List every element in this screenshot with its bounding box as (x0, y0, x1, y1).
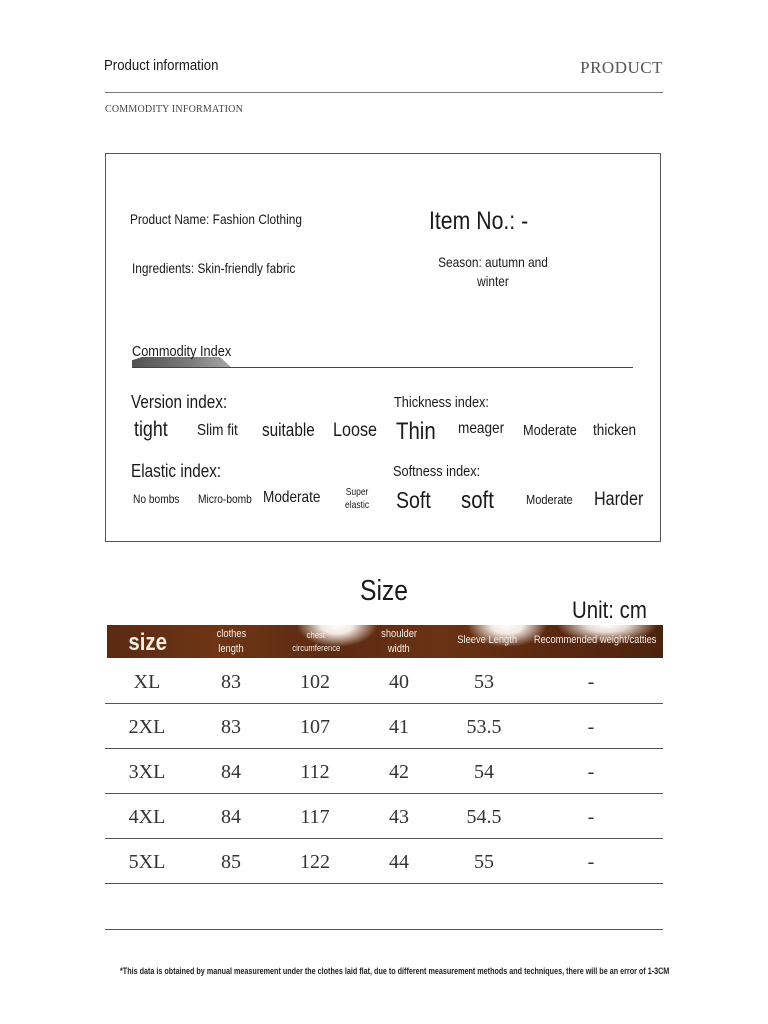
table-row (105, 749, 663, 794)
cell-size: 2XL (128, 716, 166, 738)
item-number: Item No.: - (429, 207, 529, 235)
thickness-option-moderate: Moderate (523, 422, 577, 439)
table-row (105, 794, 663, 839)
row-divider (105, 883, 663, 884)
elastic-option-micro-bomb: Micro-bomb (198, 492, 252, 506)
header-chest-circumference: chest circumference (291, 630, 341, 653)
cell-shoulder: 42 (389, 761, 409, 783)
header-divider (105, 92, 663, 93)
version-option-suitable: suitable (262, 420, 315, 440)
measurement-footnote: *This data is obtained by manual measurement under the clothes laid flat, due to different measurement methods and techniques, there will be an error of 1-3CM (120, 966, 670, 976)
cell-chest: 107 (300, 716, 330, 738)
cell-weight: - (587, 716, 595, 738)
table-row (105, 659, 663, 704)
cell-chest: 122 (300, 851, 330, 873)
version-option-loose: Loose (333, 420, 378, 441)
product-name: Product Name: Fashion Clothing (130, 211, 302, 227)
cell-length: 83 (221, 716, 241, 738)
cell-sleeve: 54 (474, 761, 494, 783)
cell-shoulder: 44 (389, 851, 409, 873)
softness-option-soft: Soft (396, 487, 431, 513)
section-subtitle: COMMODITY INFORMATION (105, 104, 243, 115)
softness-option-moderate: Moderate (526, 492, 573, 507)
elastic-option-super-elastic (345, 486, 369, 512)
season (433, 253, 554, 291)
cell-length: 84 (221, 806, 241, 828)
cell-weight: - (587, 761, 595, 783)
cell-sleeve: 53 (474, 671, 494, 693)
elastic-index-title: Elastic index: (131, 461, 222, 481)
footer-divider (105, 929, 663, 930)
section-title: Product information (104, 57, 219, 74)
version-index-title: Version index: (131, 392, 228, 412)
cell-weight: - (587, 851, 595, 873)
cell-weight: - (587, 671, 595, 693)
season-line-2: winter (477, 273, 509, 289)
thickness-option-meager: meager (458, 420, 505, 437)
header-clothes-length: clothes length (216, 628, 246, 655)
cell-length: 84 (221, 761, 241, 783)
softness-index-title: Softness index: (393, 463, 481, 480)
cell-sleeve: 53.5 (466, 716, 502, 738)
thickness-index-title: Thickness index: (394, 394, 489, 411)
super-elastic-line-1: Super (345, 487, 369, 498)
ingredients: Ingredients: Skin-friendly fabric (132, 260, 296, 276)
size-chart-unit: Unit: cm (572, 597, 647, 624)
softness-option-harder: Harder (594, 489, 644, 510)
super-elastic-line-2: elastic (345, 500, 370, 511)
header-recommended-weight: Recommended weight/catties (533, 634, 657, 646)
cell-size: 5XL (128, 851, 166, 873)
thickness-option-thicken: thicken (593, 422, 637, 439)
cell-size: 3XL (128, 761, 166, 783)
cell-sleeve: 54.5 (466, 806, 502, 828)
size-table-header (107, 625, 663, 658)
version-option-tight: tight (134, 418, 168, 441)
cell-shoulder: 43 (389, 806, 409, 828)
commodity-index-divider (132, 367, 633, 368)
cell-shoulder: 41 (389, 716, 409, 738)
cell-chest: 117 (300, 806, 330, 828)
cell-shoulder: 40 (389, 671, 409, 693)
cell-length: 83 (221, 671, 241, 693)
cell-size: XL (133, 671, 161, 693)
commodity-index-label: Commodity Index (132, 343, 232, 360)
softness-option-soft-2: soft (461, 487, 494, 514)
header-shoulder-width: shoulder width (381, 628, 417, 655)
cell-size: 4XL (128, 806, 166, 828)
cell-weight: - (587, 806, 595, 828)
table-row (105, 704, 663, 749)
size-chart-title: Size (360, 575, 408, 607)
elastic-option-no-bombs: No bombs (133, 492, 180, 506)
cell-sleeve: 55 (474, 851, 494, 873)
product-info-box (105, 153, 661, 542)
season-line-1: Season: autumn and (438, 254, 548, 270)
header-sleeve-length: Sleeve Length (457, 634, 517, 646)
cell-chest: 102 (300, 671, 330, 693)
cell-length: 85 (221, 851, 241, 873)
thickness-option-thin: Thin (396, 418, 436, 445)
table-row (105, 839, 663, 884)
header-size: size (128, 629, 168, 656)
cell-chest: 112 (300, 761, 330, 783)
version-option-slim-fit: Slim fit (197, 422, 238, 439)
section-right-label: PRODUCT (580, 58, 663, 77)
elastic-option-moderate: Moderate (263, 489, 321, 506)
